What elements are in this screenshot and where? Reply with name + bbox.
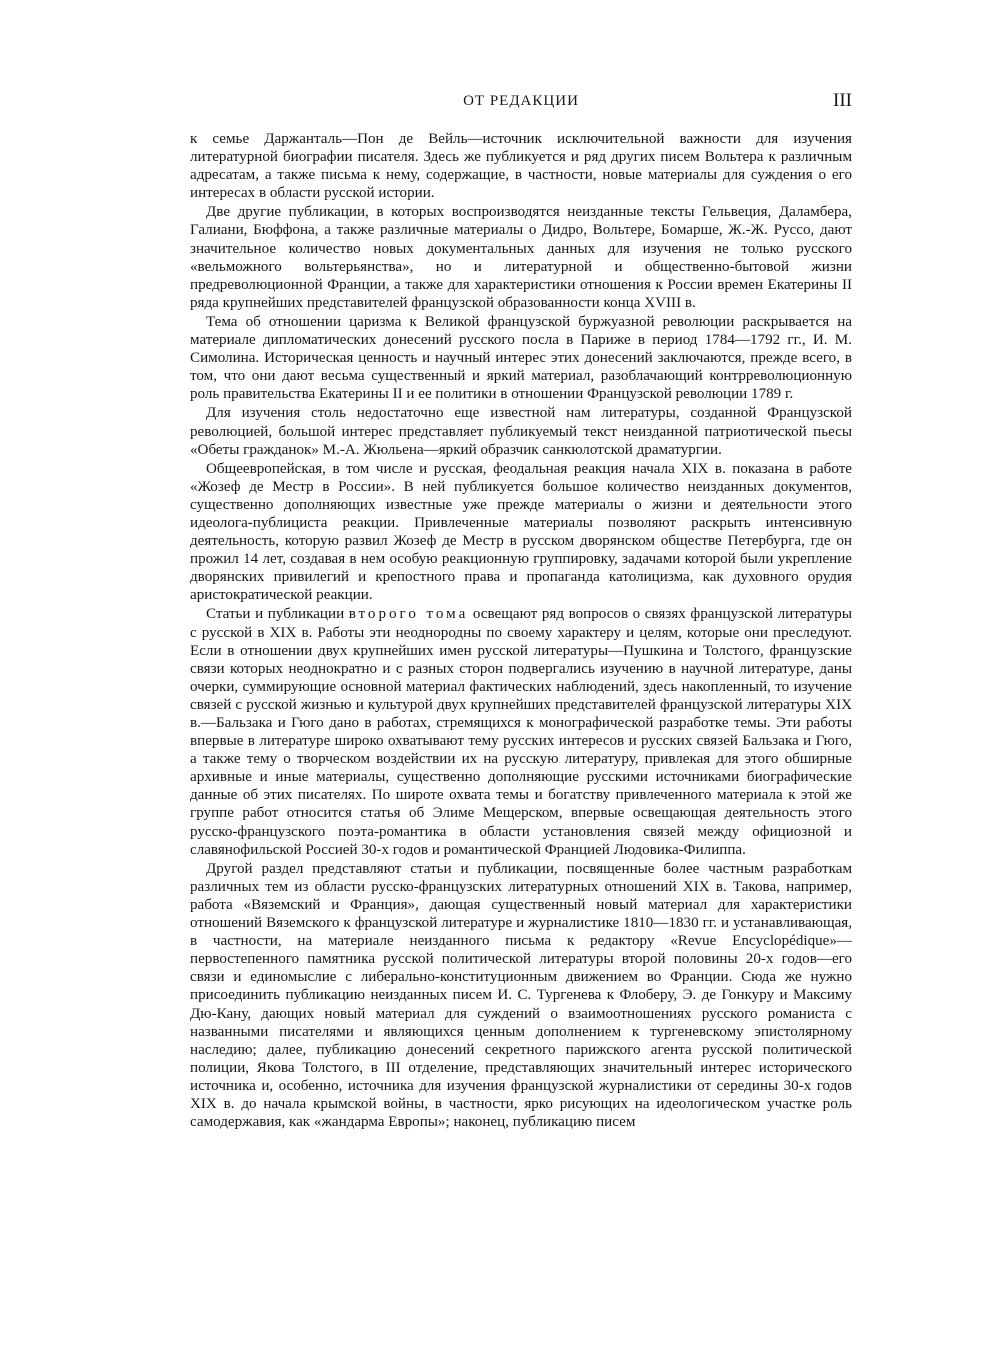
paragraph-3: Тема об отношении царизма к Великой французской буржуазной революции раскрывается на материале дипломатических донесений русского посла в Париже в период 1784—1792 гг., И. М. Симолина. Историческая ценность и научный интерес этих донесений заключаются, прежде всего, в том, что они дают весьма существенный и яркий материал, разоблачающий контрреволюционную роль правительства Екатерины II и ее политики в отношении Французской революции 1789 г. — [190, 313, 852, 403]
paragraph-6-text: освещают ряд вопросов о связях французской литературы с русской в XIX в. Работы эти неоднородны по своему характеру и целям, которые они преследуют. Если в отношении двух крупнейших имен русской литературы—Пушкина и Толстого, французские связи которых неоднократно и с разных сторон подвергались изучению в научной литературе, даны очерки, суммирующие основной материал фактических наблюдений, здесь накопленный, то изучение связей с русской жизнью и культурой двух крупнейших представителей французской литературы XIX в.—Бальзака и Гюго дано в работах, стремящихся к монографической разработке темы. Эти работы впервые в литературе широко охватывают тему русских интересов и русских связей Бальзака и Гюго, а также тему о творческом воздействии их на русскую литературу, привлекая для этого обширные архивные и иные материалы, существенно дополняющие русскими источниками биографические данные об этих писателях. По широте охвата темы и богатству привлеченного материала к этой же группе работ относится статья об Элиме Мещерском, впервые освещающая деятельность этого русско-французского поэта-романтика в области установления связей между официозной и славянофильской Россией 30-х годов и романтической Францией Людовика-Филиппа. — [190, 606, 852, 858]
paragraph-6 — [190, 605, 852, 858]
paragraph-7: Другой раздел представляют статьи и публикации, посвященные более частным разработкам различных тем из области русско-французских литературных отношений XIX в. Такова, например, работа «Вяземский и Франция», дающая существенный новый материал для характеристики отношений Вяземского к французской литературе и журналистике 1810—1830 гг. и устанавливающая, в частности, на материале неизданного письма к редактору «Revue Encyclopédique»—первостепенного памятника русской политической литературы второй половины 20-х годов—его связи и единомыслие с либерально-конституционным движением во Франции. Сюда же нужно присоединить публикацию неизданных писем И. С. Тургенева к Флоберу, Э. де Гонкуру и Максиму Дю-Кану, дающих новый материал для суждений о взаимоотношениях русского романиста с названными писателями и являющихся ценным дополнением к тургеневскому эпистолярному наследию; далее, публикацию донесений секретного парижского агента русской политической полиции, Якова Толстого, в III отделение, представляющих значительный интерес исторического источника и, особенно, источника для изучения французской журналистики от середины 30-х годов XIX в. до начала крымской войны, в частности, ярко рисующих на идеологическом участке роль самодержавия, как «жандарма Европы»; наконец, публикацию писем — [190, 860, 852, 1131]
body-text — [190, 130, 852, 1131]
emphasis-second-volume: второго тома — [348, 606, 469, 623]
paragraph-5: Общеевропейская, в том числе и русская, феодальная реакция начала XIX в. показана в работе «Жозеф де Местр в России». В ней публикуется большое количество неизданных документов, существенно дополняющих известные уже прежде материалы о жизни и деятельности этого идеолога-публициста реакции. Привлеченные материалы позволяют раскрыть интенсивную деятельность, которую развил Жозеф де Местр в русском дворянском обществе Петербурга, где он прожил 14 лет, создавая в нем особую реакционную группировку, задачами которой были укрепление дворянских привилегий и крепостного права и пропаганда католицизма, как духовного орудия аристократической реакции. — [190, 460, 852, 604]
page-header — [190, 90, 852, 116]
paragraph-2: Две другие публикации, в которых воспроизводятся неизданные тексты Гельвеция, Даламбера, Галиани, Бюффона, а также различные материалы о Дидро, Вольтере, Бомарше, Ж.-Ж. Руссо, дают значительное количество новых документальных данных для изучения не только русского «вельможного вольтерьянства», но и литературной и общественно-бытовой жизни предреволюционной Франции, а также для характеристики отношения к России времен Екатерины II ряда крупнейших представителей французской образованности конца XVIII в. — [190, 204, 852, 311]
page-number: III — [833, 90, 852, 111]
paragraph-6-lead: Статьи и публикации — [206, 606, 349, 623]
paragraph-1: к семье Даржанталь—Пон де Вейль—источник исключительной важности для изучения литературной биографии писателя. Здесь же публикуется и ряд других писем Вольтера к различным адресатам, а также письма к нему, содержащие, в частности, новые материалы для суждения о его интересах в области русской истории. — [190, 131, 852, 202]
paragraph-4: Для изучения столь недостаточно еще известной нам литературы, созданной Французской революцией, большой интерес представляет публикуемый текст неизданной патриотической пьесы «Обеты гражданок» М.-А. Жюльена—яркий образчик санкюлотской драматургии. — [190, 405, 852, 458]
running-title: ОТ РЕДАКЦИИ — [463, 93, 579, 109]
